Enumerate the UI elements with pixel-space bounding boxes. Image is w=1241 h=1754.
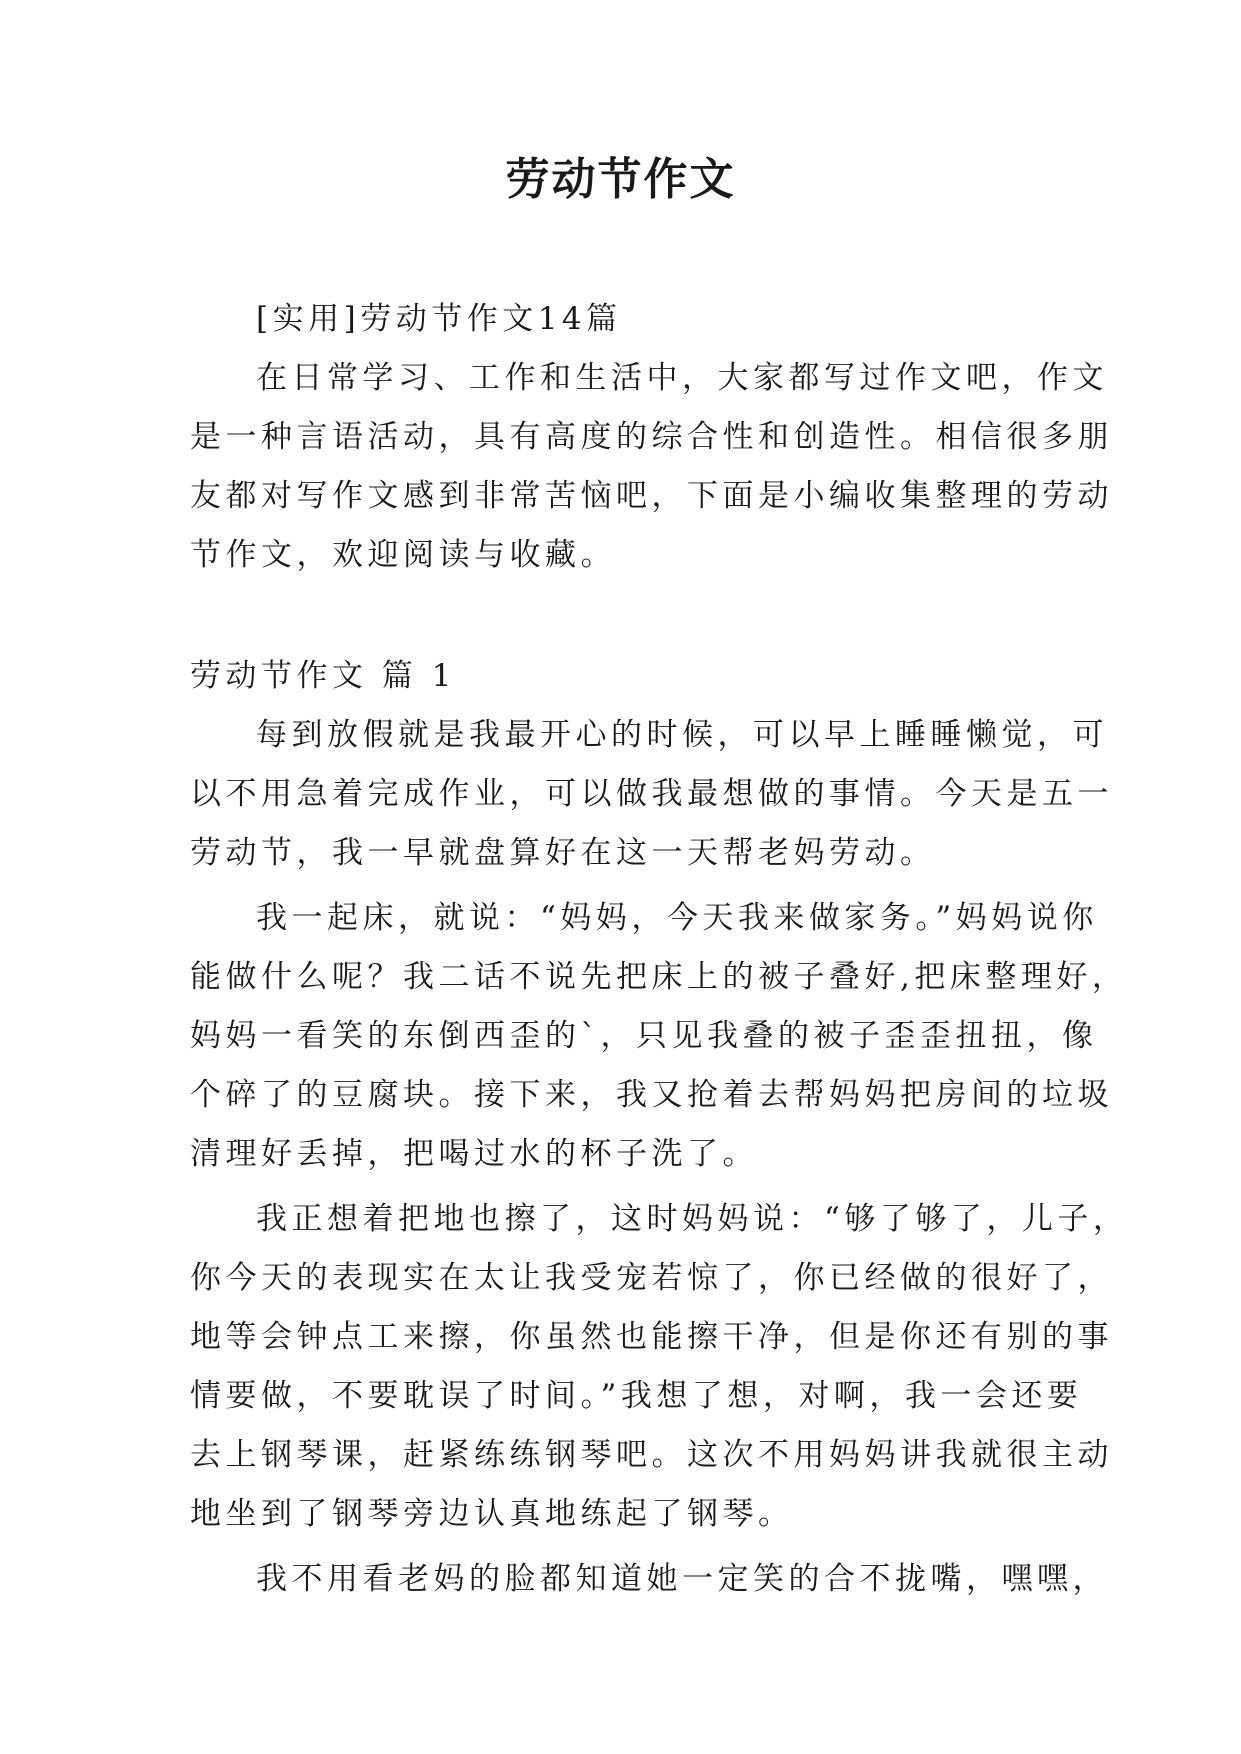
intro-line: 节作文，欢迎阅读与收藏。 <box>190 537 616 573</box>
document-title: 劳动节作文 <box>505 154 736 205</box>
paragraph-line: 清理好丢掉，把喝过水的杯子洗了。 <box>190 1136 758 1172</box>
intro-line: 在日常学习、工作和生活中，大家都写过作文吧，作文 <box>256 360 1108 396</box>
paragraph-line: 情要做，不要耽误了时间。”我想了想，对啊，我一会还要 <box>190 1378 1083 1414</box>
paragraph-line: 地坐到了钢琴旁边认真地练起了钢琴。 <box>190 1496 794 1532</box>
intro-line: 友都对写作文感到非常苦恼吧，下面是小编收集整理的劳动 <box>190 478 1113 514</box>
document-subtitle: [实用]劳动节作文14篇 <box>256 301 622 337</box>
section-heading: 劳动节作文 篇 1 <box>190 658 456 694</box>
paragraph-line: 你今天的表现实在太让我受宠若惊了，你已经做的很好了， <box>190 1260 1113 1296</box>
document-body <box>190 290 1129 1609</box>
paragraph-line: 我正想着把地也擦了，这时妈妈说：“够了够了，儿子， <box>256 1201 1129 1237</box>
paragraph-line: 我不用看老妈的脸都知道她一定笑的合不拢嘴，嘿嘿， <box>256 1561 1108 1597</box>
paragraph-3 <box>190 1190 1129 1544</box>
paragraph-line: 个碎了的豆腐块。接下来，我又抢着去帮妈妈把房间的垃圾 <box>190 1077 1113 1113</box>
intro-paragraph <box>190 349 1113 585</box>
intro-line: 是一种言语活动，具有高度的综合性和创造性。相信很多朋 <box>190 419 1113 455</box>
paragraph-line: 以不用急着完成作业，可以做我最想做的事情。今天是五一 <box>190 776 1113 812</box>
paragraph-line: 地等会钟点工来擦，你虽然也能擦干净，但是你还有别的事 <box>190 1319 1113 1355</box>
paragraph-1 <box>190 706 1113 883</box>
paragraph-line: 我一起床，就说：“妈妈，今天我来做家务。”妈妈说你 <box>256 900 1098 936</box>
paragraph-2 <box>190 889 1128 1184</box>
paragraph-4 <box>190 1550 1108 1609</box>
paragraph-line: 去上钢琴课，赶紧练练钢琴吧。这次不用妈妈讲我就很主动 <box>190 1437 1113 1473</box>
paragraph-line: 劳动节，我一早就盘算好在这一天帮老妈劳动。 <box>190 835 936 871</box>
paragraph-line: 能做什么呢？我二话不说先把床上的被子叠好,把床整理好， <box>190 959 1128 995</box>
paragraph-line: 每到放假就是我最开心的时候，可以早上睡睡懒觉，可 <box>256 717 1108 753</box>
paragraph-line: 妈妈一看笑的东倒西歪的`，只见我叠的被子歪歪扭扭，像 <box>190 1018 1098 1054</box>
